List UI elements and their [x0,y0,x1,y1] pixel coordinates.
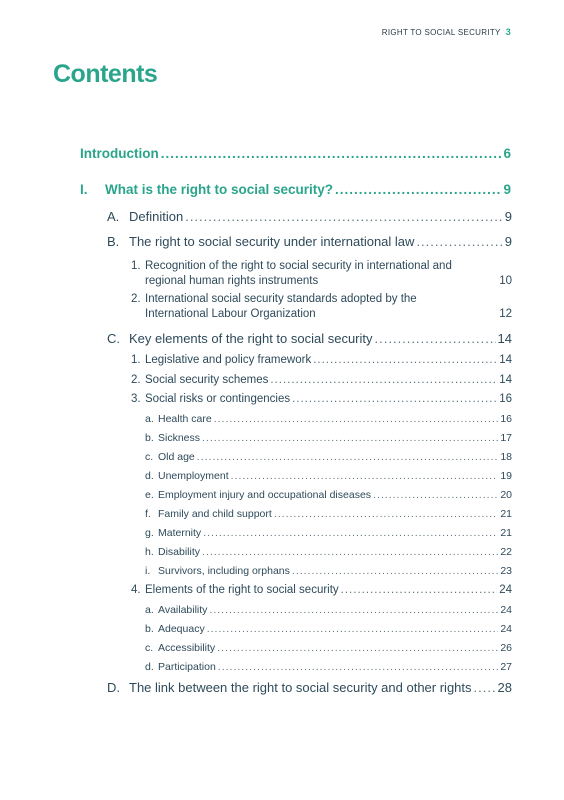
toc-number: b. [145,432,154,444]
toc-label-line1: Recognition of the right to social security in international and [145,260,452,272]
toc-number: c. [145,451,154,463]
toc-label: Key elements of the right to social security [129,331,373,346]
toc-number: 1. [131,354,141,366]
toc-entry-1c3e[interactable] [145,489,512,501]
toc-number: b. [145,623,154,635]
toc-page: 14 [497,331,512,346]
toc-entry-1c3f[interactable] [145,508,512,520]
toc-number: g. [145,527,154,539]
toc-page: 21 [500,508,512,520]
leader-dots [214,413,499,425]
leader-dots [202,546,498,558]
leader-dots [203,527,498,539]
toc-label: Employment injury and occupational diseases [158,489,372,501]
toc-entry-1b2[interactable] [131,292,512,322]
toc-page: 24 [499,584,512,596]
toc-entry-1c3c[interactable] [145,451,512,463]
toc-number: 3. [131,393,141,405]
toc-page: 20 [500,489,512,501]
toc-page: 9 [504,234,512,249]
toc-label: Availability [158,604,208,616]
leader-dots [375,331,496,346]
toc-entry-section-1[interactable] [80,182,511,197]
toc-label: Old age [158,451,195,463]
toc-number: 1. [131,260,141,272]
toc-page: 14 [499,374,512,386]
toc-entry-1c3[interactable] [131,393,512,405]
toc-entry-1b[interactable] [107,234,512,249]
toc-number: i. [145,565,151,577]
toc-entry-1c4b[interactable] [145,623,512,635]
toc-label: Adequacy [158,623,205,635]
toc-page: 16 [499,393,512,405]
toc-page: 28 [497,680,512,695]
toc-page: 24 [500,604,512,616]
toc-page: 23 [500,565,512,577]
toc-entry-1c1[interactable] [131,354,512,366]
leader-dots [313,354,497,366]
leader-dots [270,374,497,386]
toc-page: 10 [499,275,512,287]
toc-page: 18 [500,451,512,463]
leader-dots [209,604,498,616]
toc-label: Maternity [158,527,202,539]
toc-page: 16 [500,413,512,425]
toc-label: Sickness [158,432,201,444]
toc-label: Legislative and policy framework [145,354,312,366]
toc-page: 9 [503,182,511,197]
leader-dots [202,432,498,444]
running-header [382,27,511,37]
toc-page: 26 [500,642,512,654]
toc-label: Introduction [80,146,159,161]
toc-page: 9 [504,209,512,224]
toc-label: Social security schemes [145,374,269,386]
toc-number: h. [145,546,154,558]
toc-page: 6 [503,146,511,161]
leader-dots [218,661,499,673]
toc-entry-1c3b[interactable] [145,432,512,444]
toc-entry-1c4c[interactable] [145,642,512,654]
leader-dots [274,508,499,520]
toc-number: c. [145,642,154,654]
toc-number: D. [107,680,120,695]
toc-number: B. [107,234,120,249]
toc-label: Definition [129,209,184,224]
toc-number: f. [145,508,151,520]
leader-dots [231,470,499,482]
toc-label-line1: International social security standards adopted by the [145,293,417,305]
toc-page: 27 [500,661,512,673]
toc-number: a. [145,413,154,425]
toc-label: What is the right to social security? [105,182,334,197]
toc-entry-1c2[interactable] [131,374,512,386]
toc-entry-1a[interactable] [107,209,512,224]
toc-entry-1c3h[interactable] [145,546,512,558]
toc-page: 12 [499,308,512,320]
toc-page: 17 [500,432,512,444]
toc-page: 22 [500,546,512,558]
toc-entry-1d[interactable] [107,680,512,695]
toc-entry-1c3i[interactable] [145,565,512,577]
page-title: Contents [53,60,158,88]
toc-entry-1c4d[interactable] [145,661,512,673]
toc-number: 2. [131,374,141,386]
toc-entry-1c4[interactable] [131,584,512,596]
leader-dots [341,584,498,596]
toc-number: C. [107,331,120,346]
toc-page: 21 [500,527,512,539]
toc-label: Survivors, including orphans [158,565,290,577]
leader-dots [185,209,503,224]
toc-number: 4. [131,584,141,596]
page-number: 3 [505,27,511,37]
toc-entry-1c3d[interactable] [145,470,512,482]
toc-number: d. [145,470,154,482]
leader-dots [373,489,498,501]
toc-label: Accessibility [158,642,216,654]
leader-dots [197,451,499,463]
toc-entry-1b1[interactable] [131,259,512,289]
toc-entry-1c[interactable] [107,331,512,346]
toc-number: d. [145,661,154,673]
toc-label-line2: regional human rights instruments [145,275,319,287]
toc-entry-1c3g[interactable] [145,527,512,539]
toc-number: a. [145,604,154,616]
toc-label: Elements of the right to social security [145,584,339,596]
toc-page: 14 [499,354,512,366]
leader-dots [474,680,496,695]
leader-dots [416,234,502,249]
toc-label: Social risks or contingencies [145,393,291,405]
toc-label: The right to social security under international law [129,234,415,249]
toc-entry-introduction[interactable] [80,146,511,161]
leader-dots [207,623,499,635]
toc-label: Unemployment [158,470,229,482]
toc-number: 2. [131,293,141,305]
toc-number: A. [107,209,120,224]
toc-entry-1c3a[interactable] [145,413,512,425]
toc-label: Health care [158,413,212,425]
toc-label: Participation [158,661,216,673]
leader-dots [292,565,498,577]
leader-dots [217,642,498,654]
toc-page: 19 [500,470,512,482]
toc-label: Family and child support [158,508,272,520]
leader-dots [292,393,497,405]
leader-dots [335,182,501,197]
toc-label-line2: International Labour Organization [145,308,316,320]
toc-label: The link between the right to social security and other rights [129,680,472,695]
toc-number: e. [145,489,154,501]
toc-number: I. [80,182,88,197]
toc-entry-1c4a[interactable] [145,604,512,616]
toc-label: Disability [158,546,201,558]
leader-dots [161,146,502,161]
running-title: RIGHT TO SOCIAL SECURITY [381,27,501,37]
toc-page: 24 [500,623,512,635]
